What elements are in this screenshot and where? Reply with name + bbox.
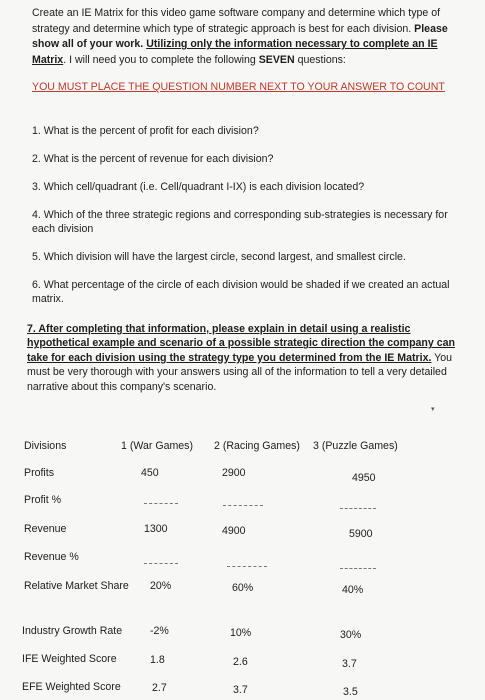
question-5: 5. Which division will have the largest circle, second largest, and smallest circle. [32, 251, 406, 263]
instructions-text: Create an IE Matrix for this video game software company and determine which type of strategy and determine which type of strategic approach is best for each division. [32, 7, 441, 35]
cell-efe-2: 3.7 [233, 684, 248, 696]
row-label-profits: Profits [24, 467, 55, 479]
instructions-paragraph [32, 6, 464, 68]
instructions-bold: Please show all of your work. [32, 22, 448, 50]
instructions-count: SEVEN [258, 53, 295, 66]
row-label-efe-weighted-score: EFE Weighted Score [22, 681, 121, 693]
question-7 [27, 322, 467, 394]
instructions-bold-underline: Utilizing only the information necessary to complete an IE Matrix [32, 38, 438, 66]
question-7-bold: 7. After completing that information, please explain in detail using a realistic hypothetical example and scenario of a possible strategic direction the company can take for each division using the strategy type you determined from the IE Matrix. [27, 323, 455, 364]
blank-revenue-percent-3 [340, 568, 376, 569]
cell-rms-1: 20% [150, 580, 172, 592]
cell-profits-2: 2900 [222, 467, 246, 479]
header-division-1: 1 (War Games) [121, 440, 194, 452]
header-division-2: 2 (Racing Games) [214, 440, 300, 452]
cell-rms-3: 40% [342, 584, 364, 596]
cell-revenue-1: 1300 [144, 523, 168, 535]
instructions-text-2: . I will need you to complete the following [63, 53, 259, 66]
cell-ife-2: 2.6 [233, 656, 248, 668]
row-label-profit-percent: Profit % [24, 494, 62, 506]
question-1: 1. What is the percent of profit for each division? [32, 125, 259, 137]
question-2: 2. What is the percent of revenue for each division? [32, 153, 274, 165]
question-7-text: You must be very thorough with your answers using all of the information to tell a very detailed narrative about this company's scenario. [27, 351, 453, 393]
cell-ife-3: 3.7 [342, 658, 357, 670]
cell-efe-1: 2.7 [152, 682, 167, 694]
cell-igr-1: -2% [150, 625, 169, 637]
cell-igr-2: 10% [230, 627, 252, 639]
notice-text: YOU MUST PLACE THE QUESTION NUMBER NEXT TO YOUR ANSWER TO COUNT [32, 81, 445, 93]
blank-profit-percent-1 [144, 503, 178, 504]
cell-revenue-2: 4900 [222, 525, 246, 537]
header-division-3: 3 (Puzzle Games) [313, 440, 398, 452]
blank-revenue-percent-1 [144, 563, 178, 564]
blank-profit-percent-2 [223, 505, 263, 506]
question-4: 4. Which of the three strategic regions and corresponding sub-strategies is necessary for each division [32, 209, 448, 235]
blank-profit-percent-3 [340, 508, 376, 509]
question-3: 3. Which cell/quadrant (i.e. Cell/quadrant I-IX) is each division located? [32, 181, 365, 193]
row-label-revenue: Revenue [24, 523, 67, 535]
cell-profits-1: 450 [141, 467, 159, 479]
row-label-revenue-percent: Revenue % [24, 551, 79, 563]
cell-profits-3: 4950 [352, 472, 376, 484]
blank-revenue-percent-2 [227, 566, 267, 567]
header-divisions: Divisions [24, 440, 67, 452]
row-label-relative-market-share: Relative Market Share [24, 580, 129, 592]
cell-rms-2: 60% [232, 582, 254, 594]
instructions-text-3: questions: [294, 53, 346, 66]
stray-mark: ▾ [431, 406, 435, 413]
row-label-ife-weighted-score: IFE Weighted Score [22, 653, 117, 665]
cell-efe-3: 3.5 [343, 686, 358, 698]
question-6: 6. What percentage of the circle of each division would be shaded if we created an actual matrix. [32, 279, 450, 305]
cell-revenue-3: 5900 [349, 528, 373, 540]
row-label-industry-growth-rate: Industry Growth Rate [22, 625, 123, 637]
cell-ife-1: 1.8 [150, 654, 165, 666]
cell-igr-3: 30% [340, 629, 362, 641]
